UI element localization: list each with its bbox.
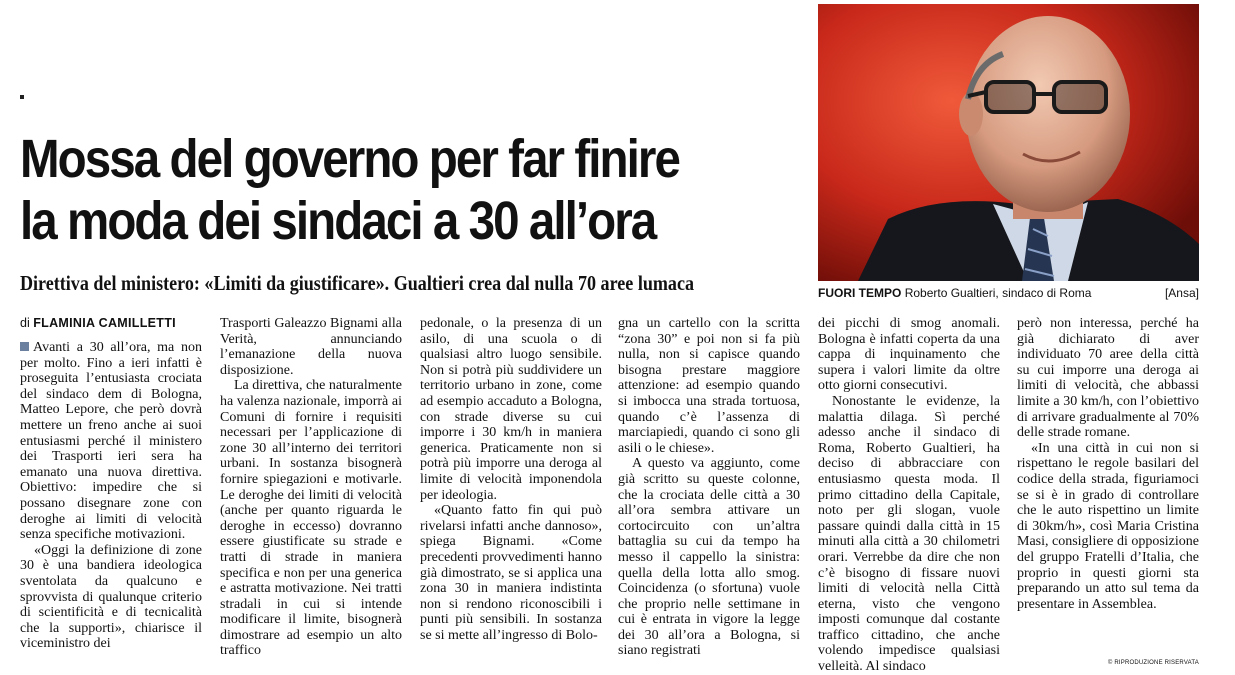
text-column-6 [1017,316,1199,612]
byline [20,316,176,330]
square-bullet-icon [20,342,29,351]
body-paragraph: La direttiva, che naturalmente ha valenza nazionale, imporrà ai Comuni di fornire i requisiti necessari per l’applicazione di zone 30 all’interno dei territori urbani. In sostanza bisognerà fornire spiegazioni e motivarle. Le deroghe dei limiti di velocità (anche per quanto riguarda le deroghe in eccesso) dovranno essere giustificate su strade e tratti di strade in maniera specifica e non per una generica e astratta motivazione. Nei tratti stradali in cui si intende modificare il limite, bisognerà dimostrare ad esempio un alto traffico [220,378,402,659]
text-column-3 [420,316,602,643]
caption-label: FUORI TEMPO [818,286,902,300]
text-column-5 [818,316,1000,675]
text-column-2 [220,316,402,659]
article-photo [818,4,1199,281]
body-paragraph: gna un cartello con la scritta “zona 30” e poi non si fa più nulla, non si capisce quando bisogna prestare maggiore attenzione: ad esempio quando si imbocca una strada tortuosa, quando c’è l’assenza di marciapiedi, quando ci sono gli asili o le chiese». [618,316,800,456]
text-column-1 [20,340,202,652]
body-paragraph: dei picchi di smog anomali. Bologna è infatti coperta da una cappa di inquinamento che supera i valori limite da oltre otto giorni consecutivi. [818,316,1000,394]
body-paragraph: «Quanto fatto fin qui può rivelarsi infatti anche dannoso», spiega Bignami. «Come precedenti provvedimenti hanno già dimostrato, se si applica una zona 30 in maniera indistinta non si rendono riconoscibili i punti più sensibili. In sostanza se si mette all’ingresso di Bolo- [420,503,602,643]
headline [20,128,715,252]
caption-credit: [Ansa] [1164,286,1199,300]
body-paragraph: A questo va aggiunto, come già scritto su queste colonne, che la crociata delle città a 30 all’ora sembra attivare un cortocircuito con un’altra battaglia su cui da tempo ha messo il cappello la sinistra: quella della lotta allo smog. Coincidenza (o sfortuna) vuole che proprio nelle settimane in cui è entrata in vigore la legge dei 30 all’ora a Bologna, si siano registrati [618,456,800,659]
headline-line-1: Mossa del governo per far finire [20,129,679,189]
subheadline: Direttiva del ministero: «Limiti da giustificare». Gualtieri crea dal nulla 70 aree lumaca [20,271,694,295]
headline-line-2: la moda dei sindaci a 30 all’ora [20,191,656,251]
body-paragraph: però non interessa, perché ha già dichiarato di aver individuato 70 aree della città su cui imporre una deroga ai limiti di velocità, che abbassi limite a 30 km/h, con l’obiettivo di arrivare gradualmente al 70% delle strade romane. [1017,316,1199,441]
byline-author: FLAMINIA CAMILLETTI [33,316,176,330]
page-mark [20,95,24,99]
body-paragraph: «Oggi la definizione di zone 30 è una bandiera ideologica sventolata da qualcuno e sprovvista di qualunque criterio di scientificità e di tecnicalità che la supporti», chiarisce il viceministro dei [20,542,202,652]
text-column-4 [618,316,800,659]
copyright-notice: © RIPRODUZIONE RISERVATA [1107,660,1199,666]
byline-prefix: di [20,316,30,330]
body-paragraph: Nonostante le evidenze, la malattia dilaga. Sì perché adesso anche il sindaco di Roma, Roberto Gualtieri, ha deciso di abbracciare con entusiasmo questa moda. Il primo cittadino della Capitale, noto per gli slogan, vuole passare quindi dalla città in 15 minuti alla città a 30 chilometri orari. Verrebbe da dire che non c’è bisogno di fissare nuovi limiti di velocità nella Città eterna, visto che vengono imposti comunque dal costante traffico cittadino, che anche volendo impedisce qualsiasi velleità. Al sindaco [818,393,1000,675]
portrait-image [818,4,1199,281]
photo-caption [818,286,1199,301]
body-paragraph: Avanti a 30 all’ora, ma non per molto. Fino a ieri infatti è proseguita l’entusiasta crociata del sindaco dem di Bologna, Matteo Lepore, che però dovrà mettere un freno anche ai suoi entusiasmi perché il ministero dei Trasporti ieri sera ha emanato una nuova direttiva. Obiettivo: impedire che si possano disegnare zone con deroghe ai limiti di velocità senza specifiche motivazioni. [20,340,202,543]
body-paragraph: «In una città in cui non si rispettano le regole basilari del codice della strada, figuriamoci se si è in grado di controllare che le auto rispettino un limite di 30km/h», così Maria Cristina Masi, consigliere di opposizione del gruppo Fratelli d’Italia, che proprio in questi giorni sta preparando un atto sul tema da presentare in Assemblea. [1017,440,1199,612]
body-paragraph: Trasporti Galeazzo Bignami alla Verità, annunciando l’emanazione della nuova disposizione. [220,316,402,378]
caption-text: Roberto Gualtieri, sindaco di Roma [904,286,1092,300]
body-paragraph: pedonale, o la presenza di un asilo, di una scuola o di qualsiasi altro luogo sensibile. Non si potrà più suddividere un territorio urbano in zone, come ad esempio accaduto a Bologna, con strade diverse su cui imporre i 30 km/h in maniera generica. Praticamente non si potrà più imporre una deroga al limite di velocità imponendola per ideologia. [420,316,602,503]
